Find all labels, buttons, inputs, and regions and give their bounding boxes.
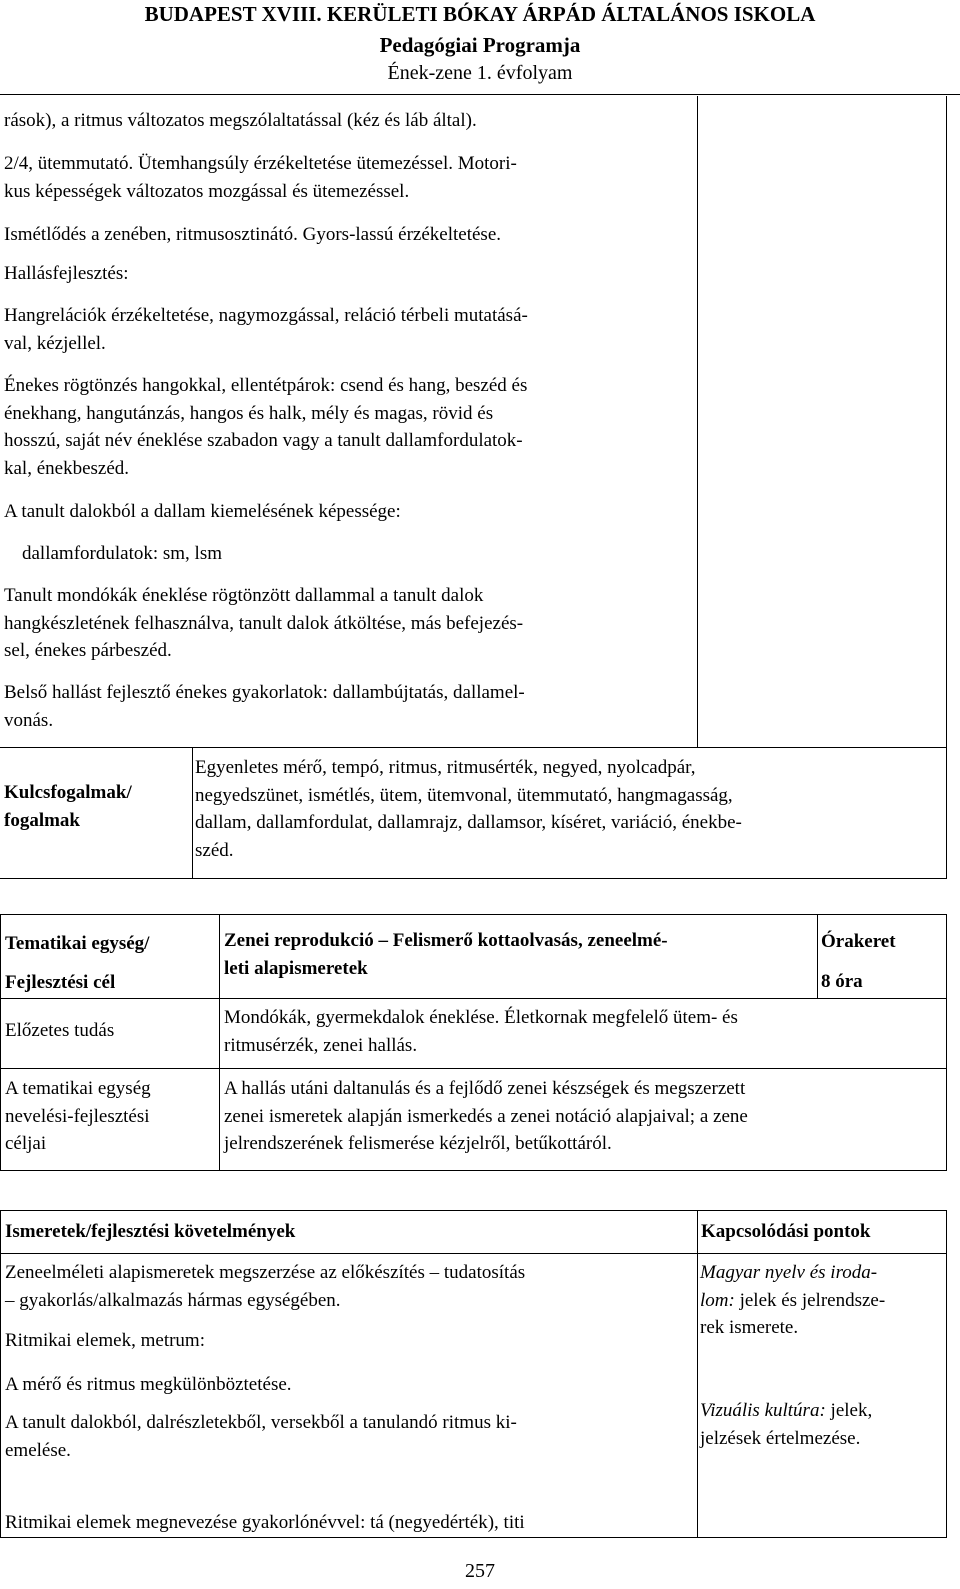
table1-row-divider <box>0 747 946 748</box>
celjai-label <box>5 1075 223 1158</box>
text-line: jelrendszerének felismerése kézjelről, betűkottáról. <box>224 1133 612 1154</box>
text-line: emelése. <box>5 1439 71 1461</box>
kapcsolodasi-pontok-header: Kapcsolódási pontok <box>701 1221 871 1242</box>
orakeret <box>821 922 945 1002</box>
text-tanult-dalokból: A tanult dalokból a dallam kiemelésének képessége: <box>4 501 401 522</box>
text-line: énekhang, hangutánzás, hangos és halk, mély és magas, rövid és <box>4 402 494 424</box>
table2-top-border <box>0 914 947 915</box>
table1-right-border <box>946 96 947 878</box>
text-line <box>700 1397 944 1425</box>
text-dallamfordulatok: dallamfordulatok: sm, lsm <box>22 543 223 564</box>
page-number: 257 <box>465 1560 495 1582</box>
text-ritmus-continuation: rások), a ritmus változatos megszólaltatással (kéz és láb által). <box>4 110 477 131</box>
orakeret-label: Órakeret <box>821 931 896 952</box>
text-line: sel, énekes párbeszéd. <box>4 640 172 661</box>
text-line: Zeneelméleti alapismeretek megszerzése az előkészítés – tudatosítás <box>5 1262 526 1283</box>
text-line: – gyakorlás/alkalmazás hármas egységében. <box>5 1289 341 1311</box>
orakeret-divider <box>817 914 818 998</box>
text-hangrelációk <box>4 302 694 357</box>
text-ismétlődés: Ismétlődés a zenében, ritmusosztinátó. Gyors-lassú érzékeltetése. <box>4 224 501 245</box>
text-ütemmutató <box>4 150 694 205</box>
page-header <box>0 0 960 96</box>
text-line: A tanult dalokból, dalrészletekből, versekből a tanulandó ritmus ki- <box>5 1412 517 1433</box>
table2-row2-divider <box>0 1068 947 1069</box>
text-line: val, kézjellel. <box>4 332 106 354</box>
text-line: hosszú, saját név éneklése szabadon vagy a tanult dallamfordulatok- <box>4 430 523 451</box>
table2-right-border <box>946 914 947 1170</box>
subject-name: lom: <box>700 1289 735 1311</box>
table1-column-divider <box>697 96 698 747</box>
table3-bottom-border <box>0 1537 947 1538</box>
text-line: kus képességek változatos mozgással és ütemezéssel. <box>4 180 410 202</box>
label-line: céljai <box>5 1133 47 1154</box>
text-line: rek ismerete. <box>700 1317 799 1338</box>
table2-left-border <box>0 914 1 1170</box>
text-line: Mondókák, gyermekdalok éneklése. Életkornak megfelelő ütem- és <box>224 1007 738 1028</box>
ismeretek-header: Ismeretek/fejlesztési követelmények <box>5 1221 296 1242</box>
text-line: Hangrelációk érzékeltetése, nagymozgással, reláció térbeli mutatásá- <box>4 305 528 326</box>
subject-title: Ének-zene 1. évfolyam <box>387 62 573 84</box>
label-line: Tematikai egység/ <box>5 933 150 954</box>
text-zeneelmeleti <box>5 1259 695 1314</box>
text-gyakorlonev: Ritmikai elemek megnevezése gyakorlónévvel: tá (negyedérték), titi <box>5 1512 525 1533</box>
text-hallásfejlesztés: Hallásfejlesztés: <box>4 263 129 284</box>
text-tanult-mondókák <box>4 582 694 665</box>
table3-column-divider <box>697 1210 698 1538</box>
text-fragment: jelek és jelrendsze- <box>734 1289 886 1311</box>
text-line: ritmusérzék, zenei hallás. <box>224 1034 418 1056</box>
text-line: Énekes rögtönzés hangokkal, ellentétpárok: csend és hang, beszéd és <box>4 375 528 396</box>
text-line <box>700 1287 944 1315</box>
text-line: hangkészletének felhasználva, tanult dalok átköltése, más befejezés- <box>4 612 524 634</box>
label-line: fogalmak <box>4 809 80 831</box>
text-belső-hallás <box>4 679 694 734</box>
text-line: negyedszünet, ismétlés, ütem, ütemvonal, ütemmutató, hangmagasság, <box>195 784 733 806</box>
text-line: Tanult mondókák éneklése rögtönzött dallammal a tanult dalok <box>4 585 484 606</box>
kapcsolodas-magyar <box>700 1259 944 1342</box>
tematikai-egyseg-title <box>224 927 816 982</box>
text-line: zenei ismeretek alapján ismerkedés a zenei notáció alapjaival; a zene <box>224 1105 748 1127</box>
table2-bottom-border <box>0 1170 947 1171</box>
school-name: BUDAPEST XVIII. KERÜLETI BÓKAY ÁRPÁD ÁLTALÁNOS ISKOLA <box>144 2 816 26</box>
elozetes-tudas-text <box>224 1004 944 1059</box>
elozetes-tudas-label: Előzetes tudás <box>5 1020 115 1041</box>
kulcsfogalmak-label <box>4 779 190 834</box>
orakeret-value: 8 óra <box>821 971 863 992</box>
celjai-text <box>224 1075 944 1158</box>
title-line: leti alapismeretek <box>224 957 368 979</box>
subject-name: Vizuális kultúra: <box>700 1400 826 1421</box>
kulcsfogalmak-text <box>195 754 943 864</box>
text-line: Magyar nyelv és iroda- <box>700 1262 878 1283</box>
kulcs-column-divider <box>192 747 193 878</box>
table1-bottom-border <box>0 878 947 879</box>
tematikai-egyseg-label <box>5 924 217 1002</box>
text-line: jelzések értelmezése. <box>700 1427 861 1449</box>
table3-right-border <box>946 1210 947 1538</box>
text-line: széd. <box>195 839 234 861</box>
text-énekes-rögtönzés <box>4 372 694 482</box>
table3-left-border <box>0 1210 1 1538</box>
text-mero-ritmus: A mérő és ritmus megkülönböztetése. <box>5 1374 292 1395</box>
text-line: A hallás utáni daltanulás és a fejlődő zenei készségek és megszerzett <box>224 1078 746 1099</box>
label-line: Fejlesztési cél <box>5 972 116 993</box>
text-ritmikai-elemek: Ritmikai elemek, metrum: <box>5 1330 205 1351</box>
table3-header-divider <box>0 1253 947 1254</box>
text-tanulando-ritmus <box>5 1409 695 1464</box>
table3-top-border <box>0 1210 947 1211</box>
label-line: A tematikai egység <box>5 1078 151 1099</box>
title-line: Zenei reprodukció – Felismerő kottaolvasás, zeneelmé- <box>224 930 668 951</box>
text-fragment: jelek, <box>825 1400 873 1421</box>
label-line: Kulcsfogalmak/ <box>4 782 132 803</box>
text-line: 2/4, ütemmutató. Ütemhangsúly érzékeltetése ütemezéssel. Motori- <box>4 153 517 174</box>
program-title: Pedagógiai Programja <box>379 33 581 57</box>
text-line: dallam, dallamfordulat, dallamrajz, dallamsor, kíséret, variáció, énekbe- <box>195 812 742 833</box>
header-divider <box>0 94 960 95</box>
text-line: vonás. <box>4 709 54 731</box>
text-line: Belső hallást fejlesztő énekes gyakorlatok: dallambújtatás, dallamel- <box>4 682 525 703</box>
label-line: nevelési-fejlesztési <box>5 1105 150 1127</box>
kapcsolodas-vizualis <box>700 1397 944 1452</box>
text-line: Egyenletes mérő, tempó, ritmus, ritmusérték, negyed, nyolcadpár, <box>195 757 696 778</box>
text-line: kal, énekbeszéd. <box>4 457 130 479</box>
